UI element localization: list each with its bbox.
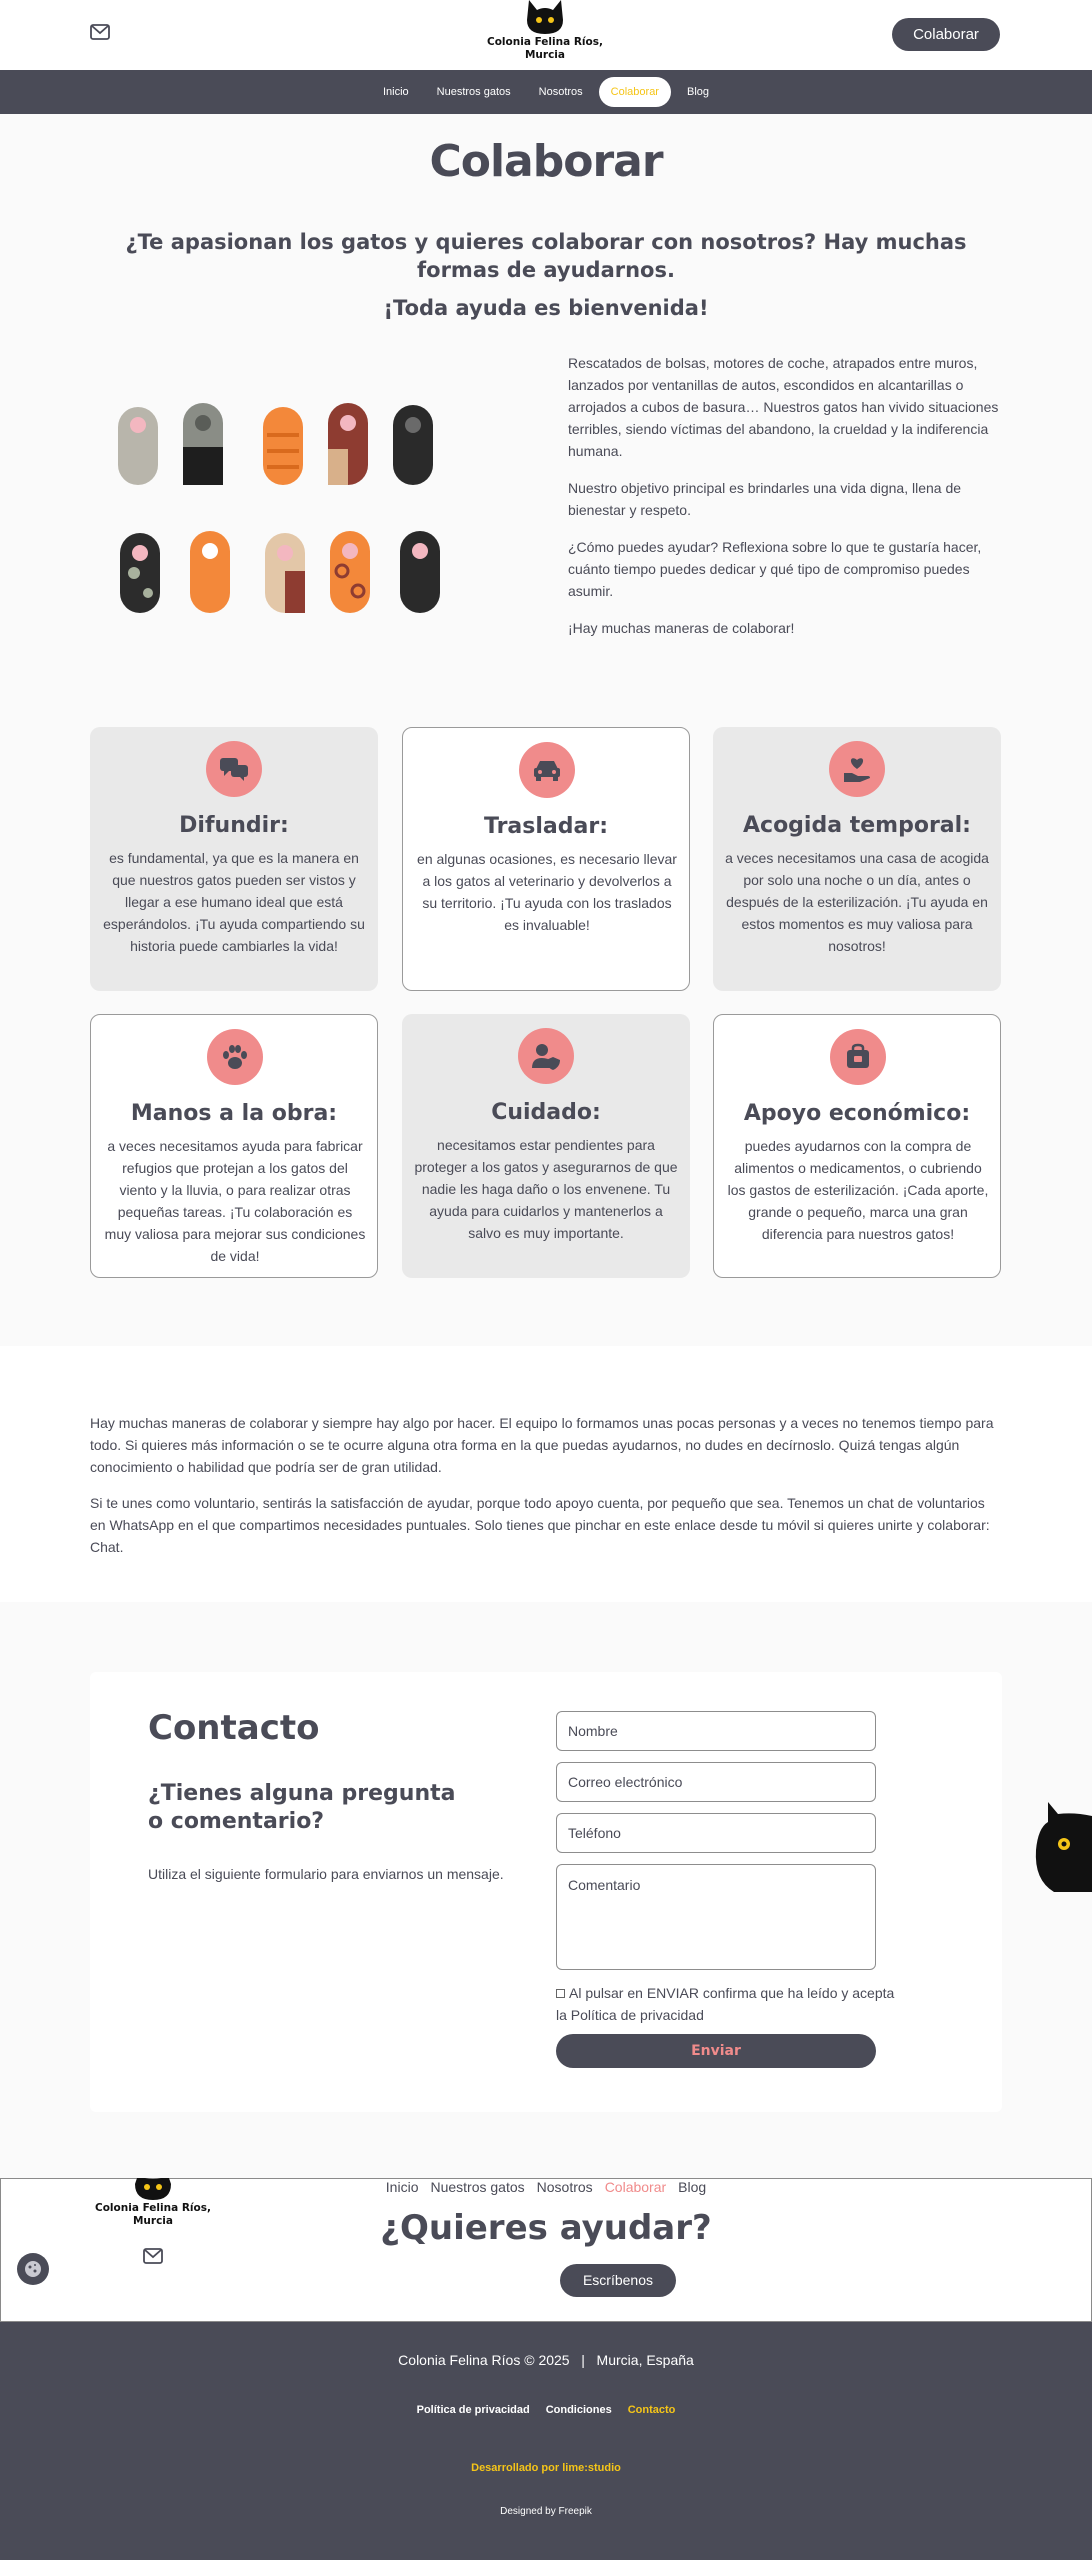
- card-trasladar: [402, 727, 690, 991]
- card-text: en algunas ocasiones, es necesario llevar a los gatos al veterinario y devolverlos a su territorio. ¡Tu ayuda con los traslados es invaluable!: [417, 851, 677, 933]
- footer-nav-nosotros[interactable]: Nosotros: [536, 2179, 593, 2195]
- intro-paragraph: ¿Cómo puedes ayudar? Reflexiona sobre lo que te gustaría hacer, cuánto tiempo puedes dedicar y qué tipo de compromiso puedes asumir.: [568, 539, 982, 599]
- escribenos-button[interactable]: Escríbenos: [560, 2264, 676, 2297]
- card-acogida-temporal: [713, 727, 1001, 991]
- nav-item-nuestros-gatos[interactable]: Nuestros gatos: [436, 86, 511, 98]
- contact-subtitle: ¿Tienes alguna pregunta o comentario?: [148, 1781, 456, 1834]
- footer-legal-links: [0, 2404, 1092, 2416]
- info-paragraph: Hay muchas maneras de colaborar y siempre hay algo por hacer. El equipo lo formamos unas pocas personas y a veces no tenemos tiempo para todo. Si quieres más información o se te ocurre alguna otra forma en la que puedas ayudarnos, no dudes en decírnoslo. Quizá tengas algún conocimiento o habilidad que podría ser de gran utilidad.: [90, 1415, 994, 1475]
- hero-lead: ¿Te apasionan los gatos y quieres colaborar con nosotros? Hay muchas formas de ayudarnos.: [125, 230, 967, 282]
- logo-text: Colonia Felina Ríos, Murcia: [487, 36, 603, 61]
- car-icon: [519, 742, 575, 798]
- intro-text: [568, 352, 1002, 654]
- intro-paragraph: ¡Hay muchas maneras de colaborar!: [568, 620, 795, 636]
- footer-nav-colaborar[interactable]: Colaborar: [604, 2179, 667, 2195]
- colaborar-button[interactable]: Colaborar: [892, 18, 1000, 51]
- footer-developer[interactable]: Desarrollado por lime:studio: [471, 2462, 621, 2474]
- cat-paws-illustration: [110, 395, 460, 625]
- footer-cta-title: ¿Quieres ayudar?: [380, 2208, 712, 2248]
- card-manos-a-la-obra: [90, 1014, 378, 1278]
- footer-nav-blog[interactable]: Blog: [678, 2179, 707, 2195]
- user-shield-icon: [518, 1028, 574, 1084]
- card-title: Apoyo económico:: [743, 1101, 971, 1126]
- main-nav: [0, 70, 1092, 114]
- card-title: Manos a la obra:: [130, 1101, 338, 1126]
- footer-logo[interactable]: Colonia Felina Ríos, Murcia: [90, 2178, 216, 2228]
- phone-input[interactable]: Teléfono: [556, 1813, 876, 1853]
- chat-bubbles-icon: [206, 741, 262, 797]
- card-title: Difundir:: [179, 813, 289, 838]
- consent-label: Al pulsar en ENVIAR confirma que ha leído y acepta la Política de privacidad: [556, 1985, 895, 2023]
- card-text: es fundamental, ya que es la manera en que nuestros gatos pueden ser vistos y llegar a ese humano ideal que está esperándolos. ¡Tu ayuda compartiendo su historia puede cambiarles la vida!: [103, 850, 365, 954]
- peeking-cat-icon: [1034, 1802, 1092, 1892]
- card-apoyo-economico: [713, 1014, 1001, 1278]
- cookie-settings-button[interactable]: [17, 2253, 49, 2285]
- page-title: Colaborar: [429, 136, 663, 187]
- intro-paragraph: Rescatados de bolsas, motores de coche, atrapados entre muros, lanzados por ventanillas de autos, escondidos en alcantarillas o arrojados a cubos de basura… Nuestros gatos han vivido situaciones terribles, siendo víctimas del abandono, la crueldad y la indiferencia humana.: [568, 355, 999, 459]
- card-text: a veces necesitamos una casa de acogida por solo una noche o un día, antes o después de la esterilización. ¡Tu ayuda en estos momentos es muy valiosa para nosotros!: [725, 850, 989, 954]
- privacy-consent: [556, 1982, 896, 2026]
- cookie-icon: [23, 2259, 43, 2279]
- footer-nav-inicio[interactable]: Inicio: [385, 2179, 419, 2195]
- send-button[interactable]: Enviar: [556, 2034, 876, 2068]
- card-text: necesitamos estar pendientes para proteger a los gatos y asegurarnos de que nadie les haga daño o los envenene. Tu ayuda para cuidarlos y mantenerlos a salvo es muy importante.: [414, 1137, 678, 1241]
- footer-link-conditions[interactable]: Condiciones: [545, 2404, 612, 2416]
- card-text: puedes ayudarnos con la compra de alimentos o medicamentos, o cubriendo los gastos de esterilización. ¡Cada aporte, grande o pequeño, marca una gran diferencia para nuestros gatos!: [727, 1138, 989, 1242]
- contact-title: Contacto: [148, 1708, 320, 1748]
- info-text: [90, 1412, 1002, 1572]
- top-header: [0, 0, 1092, 70]
- name-input[interactable]: Nombre: [556, 1711, 876, 1751]
- card-title: Cuidado:: [491, 1100, 601, 1125]
- footer-nav: [0, 2179, 1092, 2195]
- footer-copyright: Colonia Felina Ríos © 2025 | Murcia, España: [398, 2352, 694, 2368]
- cat-logo-icon: [523, 0, 567, 34]
- info-paragraph: Si te unes como voluntario, sentirás la satisfacción de ayudar, porque todo apoyo cuenta, por pequeño que sea. Tenemos un chat de voluntarios en WhatsApp en el que compartimos necesidades puntuales. Solo tienes que pinchar en este enlace desde tu móvil si quieres unirte y colaborar: Chat.: [90, 1495, 990, 1555]
- nav-item-nosotros[interactable]: Nosotros: [538, 86, 583, 98]
- card-text: a veces necesitamos ayuda para fabricar refugios que protejan a los gatos del viento y la lluvia, o para realizar otras pequeñas tareas. ¡Tu colaboración es muy valiosa para mejorar sus condiciones de vida!: [104, 1138, 366, 1264]
- site-logo[interactable]: [440, 0, 650, 66]
- email-input[interactable]: Correo electrónico: [556, 1762, 876, 1802]
- intro-paragraph: Nuestro objetivo principal es brindarles una vida digna, llena de bienestar y respeto.: [568, 480, 962, 518]
- hero-lead-2: ¡Toda ayuda es bienvenida!: [383, 296, 709, 320]
- nav-item-colaborar[interactable]: Colaborar: [599, 77, 671, 107]
- footer-credit[interactable]: Designed by Freepik: [500, 2506, 592, 2517]
- card-difundir: [90, 727, 378, 991]
- envelope-icon[interactable]: [143, 2248, 163, 2264]
- comment-textarea[interactable]: Comentario: [556, 1864, 876, 1970]
- wallet-icon: [830, 1029, 886, 1085]
- envelope-icon[interactable]: [90, 24, 110, 40]
- nav-item-blog[interactable]: Blog: [686, 86, 710, 98]
- footer-nav-nuestros-gatos[interactable]: Nuestros gatos: [430, 2179, 525, 2195]
- footer-link-privacy[interactable]: Política de privacidad: [416, 2404, 530, 2416]
- nav-item-inicio[interactable]: Inicio: [382, 86, 409, 98]
- footer-link-contact[interactable]: Contacto: [627, 2404, 676, 2416]
- consent-checkbox[interactable]: [556, 1989, 565, 1998]
- card-title: Acogida temporal:: [743, 813, 971, 838]
- paw-icon: [207, 1029, 263, 1085]
- contact-description: Utiliza el siguiente formulario para enviarnos un mensaje.: [148, 1866, 504, 1882]
- card-title: Trasladar:: [483, 814, 608, 839]
- card-cuidado: [402, 1014, 690, 1278]
- hand-heart-icon: [829, 741, 885, 797]
